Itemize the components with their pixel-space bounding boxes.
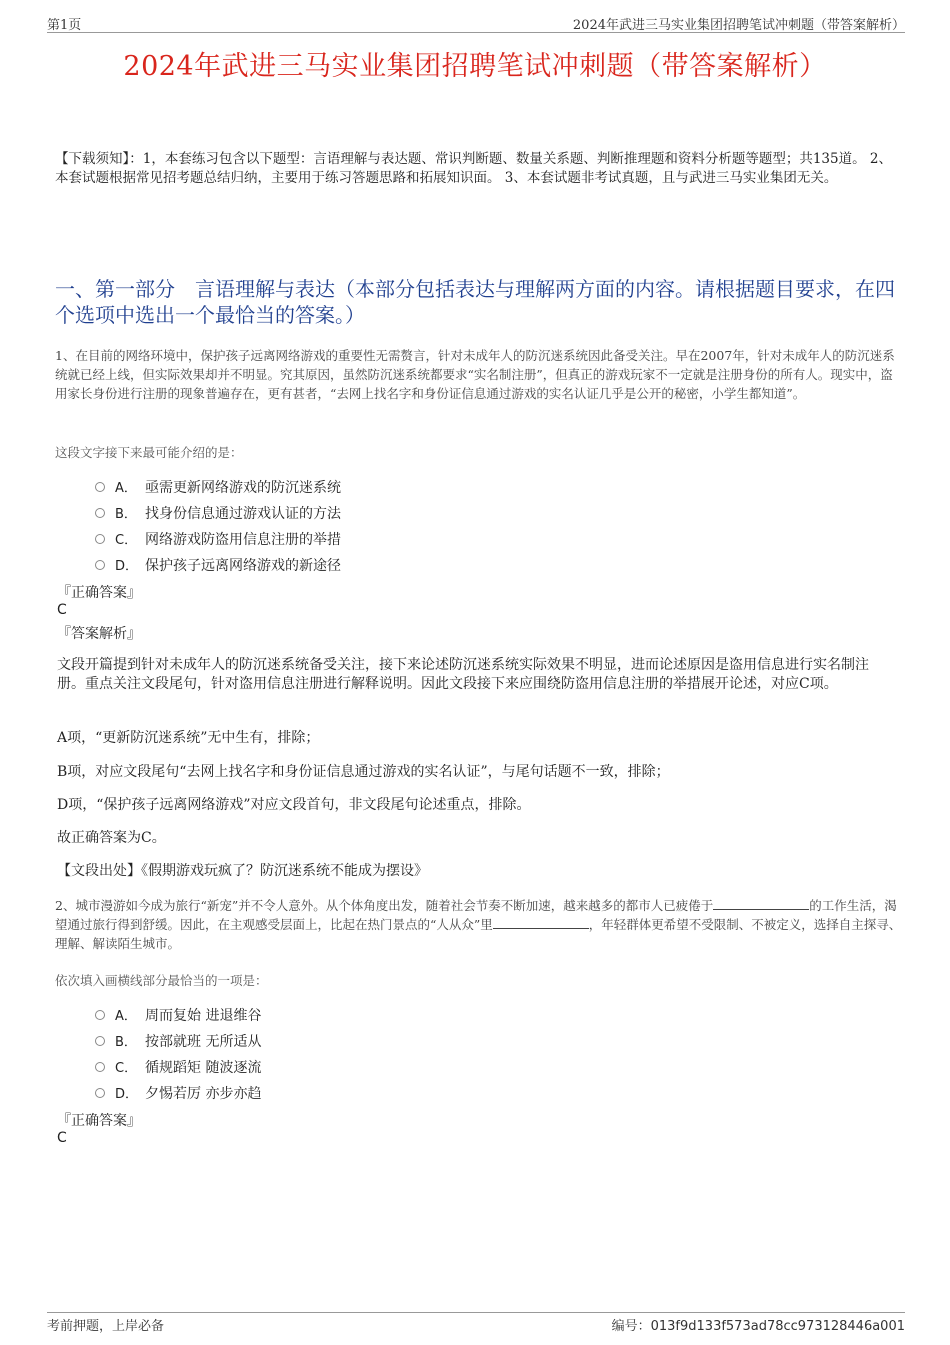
option-letter: D． <box>115 1087 139 1102</box>
header-doc-title: 2024年武进三马实业集团招聘笔试冲刺题（带答案解析） <box>572 18 905 33</box>
footer-code-value: 013f9d133f573ad78cc973128446a001 <box>650 1319 905 1334</box>
question-1-answer: C <box>57 602 67 618</box>
footer-slogan: 考前押题，上岸必备 <box>47 1319 165 1334</box>
radio-icon[interactable] <box>95 534 105 544</box>
download-notice: 【下载须知】：1，本套练习包含以下题型：言语理解与表达题、常识判断题、数量关系题、判断推理题和资料分析题等题型；共135道。 2、本套试题根据常见招考题总结归纳，主要用于练习答题思路和拓展知识面。 3、本套试题非考试真题，且与武进三马实业集团无关。 <box>55 151 892 186</box>
page-title: 2024年武进三马实业集团招聘笔试冲刺题（带答案解析） <box>123 51 827 82</box>
footer-code-label: 编号： <box>611 1319 651 1334</box>
question-1-analysis: 文段开篇提到针对未成年人的防沉迷系统备受关注，接下来论述防沉迷系统实际效果不明显，进而论述原因是盗用信息进行实名制注册。重点关注文段尾句，针对盗用信息注册进行解释说明。因此文段接下来应围绕防盗用信息注册的举措展开论述，对应C项。 <box>57 657 869 692</box>
radio-icon[interactable] <box>95 508 105 518</box>
question-2-option-d[interactable] <box>95 1083 261 1103</box>
radio-icon[interactable] <box>95 560 105 570</box>
page-header <box>47 14 905 33</box>
option-letter: A． <box>115 481 137 496</box>
question-1-option-a[interactable] <box>95 477 341 497</box>
question-1-source: 【文段出处】《假期游戏玩疯了？防沉迷系统不能成为摆设》 <box>57 863 428 879</box>
question-2-prompt: 依次填入画横线部分最恰当的一项是： <box>55 973 268 988</box>
option-text: 网络游戏防盗用信息注册的举措 <box>145 532 341 548</box>
question-2-answer: C <box>57 1130 67 1146</box>
radio-icon[interactable] <box>95 1062 105 1072</box>
fill-blank-1 <box>713 897 809 910</box>
section-heading: 一、第一部分 言语理解与表达（本部分包括表达与理解两方面的内容。请根据题目要求，在四个选项中选出一个最恰当的答案。） <box>55 277 895 327</box>
option-text: 保护孩子远离网络游戏的新途径 <box>145 558 341 574</box>
question-2-option-c[interactable] <box>95 1057 261 1077</box>
question-2-option-b[interactable] <box>95 1031 261 1051</box>
option-text: 亟需更新网络游戏的防沉迷系统 <box>145 480 341 496</box>
question-1-note-d: D项，“保护孩子远离网络游戏”对应文段首句，非文段尾句论述重点，排除。 <box>57 797 531 813</box>
page-footer <box>47 1312 905 1333</box>
fill-blank-2 <box>493 916 589 929</box>
option-letter: B． <box>115 507 137 522</box>
option-text: 找身份信息通过游戏认证的方法 <box>145 506 341 522</box>
option-letter: B． <box>115 1035 137 1050</box>
question-1-answer-label: 『正确答案』 <box>57 585 141 601</box>
option-text: 循规蹈矩 随波逐流 <box>145 1060 262 1076</box>
radio-icon[interactable] <box>95 1010 105 1020</box>
question-2-stem-part-3: ，年轻群体更希望不受限制、不被定义，选择自主探寻、理解、解读陌生城市。 <box>55 917 902 951</box>
question-1-prompt: 这段文字接下来最可能介绍的是： <box>55 445 243 460</box>
question-1-option-c[interactable] <box>95 529 341 549</box>
question-1-note-a: A项，“更新防沉迷系统”无中生有，排除； <box>57 730 320 746</box>
footer-code <box>612 1315 905 1334</box>
question-1-option-d[interactable] <box>95 555 341 575</box>
radio-icon[interactable] <box>95 1088 105 1098</box>
question-2-stem <box>55 896 905 953</box>
option-letter: C． <box>115 1061 138 1076</box>
option-letter: A． <box>115 1009 137 1024</box>
question-2-stem-part-2: 的工作生活，渴望通过旅行得到舒缓。因此，在主观感受层面上，比起在热门景点的“人从众”里 <box>55 898 897 932</box>
question-1-option-b[interactable] <box>95 503 341 523</box>
question-2-option-a[interactable] <box>95 1005 261 1025</box>
question-1-conclusion: 故正确答案为C。 <box>57 830 166 846</box>
question-2-stem-part-1: 2、城市漫游如今成为旅行“新宠”并不令人意外。从个体角度出发，随着社会节奏不断加速，越来越多的都市人已疲倦于 <box>55 898 714 913</box>
option-text: 夕惕若厉 亦步亦趋 <box>145 1086 262 1102</box>
question-1-stem: 1、在目前的网络环境中，保护孩子远离网络游戏的重要性无需赘言，针对未成年人的防沉迷系统因此备受关注。早在2007年，针对未成年人的防沉迷系统就已经上线，但实际效果却并不明显。究其原因，虽然防沉迷系统都要求“实名制注册”，但真正的游戏玩家不一定就是注册身份的所有人。现实中，盗用家长身份进行注册的现象普遍存在，更有甚者，“去网上找名字和身份证信息通过游戏的实名认证几乎是公开的秘密，小学生都知道”。 <box>55 348 895 401</box>
option-text: 周而复始 进退维谷 <box>145 1008 262 1024</box>
option-letter: C． <box>115 533 138 548</box>
question-2-answer-label: 『正确答案』 <box>57 1113 141 1129</box>
page-number: 第1页 <box>47 18 82 33</box>
question-1-analysis-label: 『答案解析』 <box>57 626 141 642</box>
radio-icon[interactable] <box>95 1036 105 1046</box>
question-1-note-b: B项，对应文段尾句“去网上找名字和身份证信息通过游戏的实名认证”，与尾句话题不一致，排除； <box>57 764 670 780</box>
option-letter: D． <box>115 559 139 574</box>
option-text: 按部就班 无所适从 <box>145 1034 262 1050</box>
radio-icon[interactable] <box>95 482 105 492</box>
